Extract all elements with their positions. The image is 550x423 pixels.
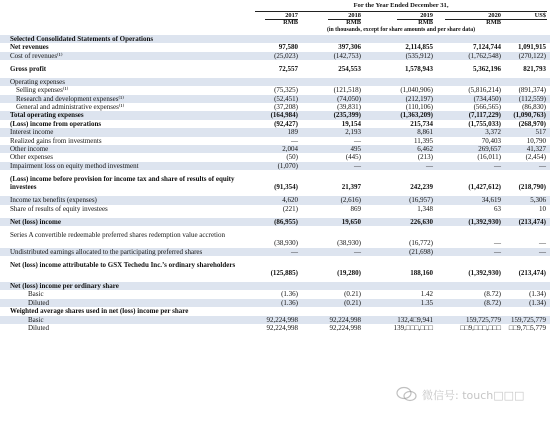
- row-value: 1,091,915: [518, 43, 546, 52]
- row-value: 10: [539, 204, 546, 213]
- row-value: (37,208): [274, 103, 298, 111]
- row-label: Series A convertible redeemable preferred shares redemption value accretion: [10, 230, 225, 239]
- statement-row: [0, 205, 550, 213]
- row-value: 11,395: [414, 136, 433, 145]
- statement-row: [0, 145, 550, 153]
- header-underline: [445, 19, 547, 20]
- row-value: (1,392,930): [468, 217, 501, 226]
- year-label: 2019: [420, 12, 433, 19]
- row-value: (8.72): [484, 290, 501, 299]
- row-label: Operating expenses: [10, 77, 66, 86]
- statement-row: [0, 111, 550, 119]
- row-value: (1,040,906): [400, 86, 433, 95]
- row-value: (7,117,229): [468, 111, 501, 120]
- row-value: (16,011): [477, 153, 501, 162]
- row-value: 7,124,744: [473, 43, 501, 52]
- statement-row: [0, 35, 550, 43]
- row-value: 1.35: [420, 298, 433, 307]
- row-value: 139,□□□,□□□: [393, 324, 433, 332]
- statement-row: [0, 324, 550, 332]
- row-value: (535,912): [405, 51, 433, 60]
- row-label: Basic: [28, 290, 44, 299]
- row-value: 63: [494, 204, 501, 213]
- row-value: (1.36): [281, 298, 298, 307]
- statement-row: [0, 196, 550, 204]
- row-value: 226,630: [410, 217, 433, 226]
- row-value: (1,363,209): [400, 111, 433, 120]
- row-value: 10,790: [526, 136, 546, 145]
- row-label: Interest income: [10, 128, 54, 137]
- row-value: 19,154: [341, 119, 361, 128]
- row-value: 5,362,196: [473, 64, 501, 73]
- period-header: For the Year Ended December 31,: [353, 2, 449, 9]
- row-value: (92,427): [274, 119, 298, 128]
- row-label: Selling expenses⁽¹⁾: [16, 86, 69, 95]
- row-value: (50): [286, 153, 298, 162]
- row-value: (1,755,033): [468, 119, 501, 128]
- watermark: [396, 386, 546, 402]
- row-value: 269,657: [478, 145, 501, 153]
- currency-label: RMB: [418, 19, 433, 26]
- statement-row: [0, 307, 550, 315]
- row-value: 34,619: [481, 196, 501, 205]
- row-label: Undistributed earnings allocated to the participating preferred shares: [10, 247, 203, 256]
- row-value: (142,753): [333, 51, 361, 60]
- row-value: (110,106): [405, 103, 433, 111]
- row-value: 2,114,855: [405, 43, 433, 52]
- row-value: (213): [417, 153, 433, 162]
- row-label: Realized gains from investments: [10, 136, 102, 145]
- statement-row: [0, 43, 550, 51]
- row-label: Gross profit: [10, 64, 47, 73]
- row-value: (212,197): [405, 94, 433, 103]
- statement-row: [0, 95, 550, 103]
- row-value: (0.21): [344, 298, 361, 307]
- row-value: (75,325): [274, 86, 298, 95]
- row-label: (Loss) income before provision for income tax and share of results of equity investees: [10, 174, 235, 191]
- statement-row: [0, 261, 550, 278]
- row-value: —: [354, 161, 361, 170]
- row-value: 72,557: [278, 64, 298, 73]
- row-value: 4,620: [282, 196, 298, 205]
- row-value: (8.72): [484, 298, 501, 307]
- row-value: 8,861: [417, 128, 433, 137]
- row-value: 21,397: [341, 183, 361, 192]
- row-value: (1.34): [529, 290, 546, 299]
- row-value: (1,427,612): [468, 183, 501, 192]
- watermark-text: 微信号: touch□□□: [422, 389, 525, 402]
- row-value: (125,885): [270, 268, 298, 277]
- row-value: (38,930): [337, 239, 361, 248]
- statement-row: [0, 128, 550, 136]
- row-value: (21,698): [409, 247, 433, 256]
- row-value: (16,957): [409, 196, 433, 205]
- row-value: —: [539, 247, 546, 256]
- row-value: 254,553: [338, 64, 361, 73]
- statement-row: [0, 316, 550, 324]
- row-value: —: [494, 247, 501, 256]
- statement-row: [0, 103, 550, 111]
- row-value: 1.42: [420, 290, 433, 299]
- row-value: (734,450): [473, 94, 501, 103]
- row-label: Cost of revenues⁽¹⁾: [10, 51, 63, 60]
- header-underline: [265, 19, 298, 20]
- row-value: (2,454): [525, 153, 546, 162]
- year-label: 2017: [285, 12, 298, 19]
- row-value: 517: [535, 128, 546, 137]
- statement-row: [0, 299, 550, 307]
- header-underline: [328, 19, 361, 20]
- row-value: (39,831): [337, 103, 361, 111]
- row-value: 92,224,998: [329, 315, 361, 324]
- row-value: (16,772): [409, 239, 433, 248]
- currency-label: US$: [534, 12, 546, 19]
- row-value: (235,399): [333, 111, 361, 120]
- row-value: □□9,7□5,779: [508, 324, 546, 332]
- row-label: Other expenses: [10, 153, 53, 162]
- header-underline: [397, 19, 433, 20]
- row-value: 92,224,998: [266, 324, 298, 332]
- statement-row: [0, 175, 550, 192]
- row-value: 1,578,943: [405, 64, 433, 73]
- row-value: (1.34): [529, 298, 546, 307]
- row-label: Net revenues: [10, 43, 49, 52]
- statement-row: [0, 86, 550, 94]
- row-value: (566,565): [473, 103, 501, 111]
- row-label: Net (loss) income: [10, 217, 61, 226]
- row-value: (25,023): [274, 51, 298, 60]
- row-value: (74,050): [337, 94, 361, 103]
- row-value: 70,403: [481, 136, 501, 145]
- row-value: (2,616): [340, 196, 361, 205]
- row-value: (112,559): [518, 94, 546, 103]
- row-label: Weighted average shares used in net (loss) income per share: [10, 307, 189, 316]
- row-value: 397,306: [338, 43, 361, 52]
- row-label: Selected Consolidated Statements of Operations: [10, 35, 154, 43]
- row-value: 6,462: [417, 145, 433, 153]
- row-value: (1,392,930): [468, 268, 501, 277]
- row-value: (86,955): [274, 217, 298, 226]
- row-value: 159,725,779: [511, 315, 546, 324]
- row-value: (270,122): [518, 51, 546, 60]
- row-value: 92,224,998: [329, 324, 361, 332]
- statement-row: [0, 282, 550, 290]
- currency-label: RMB: [283, 19, 298, 26]
- unit-note: (in thousands, except for share amounts and per share data): [326, 27, 476, 33]
- row-value: 188,160: [410, 268, 433, 277]
- row-label: Basic: [28, 315, 44, 324]
- row-value: —: [291, 247, 298, 256]
- row-value: (0.21): [344, 290, 361, 299]
- row-value: (1,070): [277, 161, 298, 170]
- year-label: 2020: [488, 12, 501, 19]
- row-value: (52,451): [274, 94, 298, 103]
- row-label: General and administrative expenses⁽¹⁾: [16, 103, 125, 111]
- row-value: 189: [287, 128, 298, 137]
- statement-row: [0, 65, 550, 73]
- row-label: Diluted: [28, 298, 49, 307]
- statement-row: [0, 120, 550, 128]
- row-label: (Loss) income from operations: [10, 119, 102, 128]
- statement-row: [0, 248, 550, 256]
- row-label: Net (loss) income attributable to GSX Techedu Inc.’s ordinary shareholders: [10, 260, 236, 269]
- row-value: —: [494, 161, 501, 170]
- row-label: Share of results of equity investees: [10, 204, 108, 213]
- row-label: Diluted: [28, 324, 49, 332]
- row-value: (86,830): [522, 103, 546, 111]
- row-value: (38,930): [274, 239, 298, 248]
- row-value: 19,650: [341, 217, 361, 226]
- row-value: 97,580: [278, 43, 298, 52]
- row-value: 869: [350, 204, 361, 213]
- row-value: 41,327: [526, 145, 546, 153]
- row-value: (19,280): [337, 268, 361, 277]
- row-label: Net (loss) income per ordinary share: [10, 282, 119, 290]
- row-value: □□9,□□□,□□□: [460, 324, 501, 332]
- row-value: (218,790): [518, 183, 546, 192]
- row-value: 821,793: [523, 64, 546, 73]
- year-label: 2018: [348, 12, 361, 19]
- row-value: 5,306: [530, 196, 546, 205]
- row-value: (164,984): [270, 111, 298, 120]
- row-label: Impairment loss on equity method investment: [10, 161, 139, 170]
- statement-row: [0, 78, 550, 86]
- row-value: —: [539, 239, 546, 248]
- row-value: (268,970): [518, 119, 546, 128]
- row-value: (1,762,548): [468, 51, 501, 60]
- row-value: 2,004: [282, 145, 298, 153]
- row-value: 2,193: [345, 128, 361, 137]
- row-value: (1.36): [281, 290, 298, 299]
- statement-row: [0, 153, 550, 161]
- row-value: 215,734: [410, 119, 433, 128]
- row-value: (1,090,763): [513, 111, 546, 120]
- row-label: Income tax benefits (expenses): [10, 196, 97, 205]
- statement-row: [0, 137, 550, 145]
- row-label: Other income: [10, 145, 49, 153]
- row-value: —: [354, 136, 361, 145]
- col-header-2020-usd: [506, 12, 546, 19]
- row-value: —: [426, 161, 433, 170]
- row-value: 159,725,779: [466, 315, 501, 324]
- row-value: 1,348: [417, 204, 433, 213]
- row-value: 3,372: [485, 128, 501, 137]
- row-value: (891,374): [518, 86, 546, 95]
- row-value: —: [494, 239, 501, 248]
- row-label: Total operating expenses: [10, 111, 84, 120]
- statement-row: [0, 52, 550, 60]
- row-value: —: [291, 136, 298, 145]
- row-value: —: [354, 247, 361, 256]
- row-value: (213,474): [518, 268, 546, 277]
- statement-row: [0, 162, 550, 170]
- row-value: (213,474): [518, 217, 546, 226]
- row-value: 132,4□9,941: [397, 315, 433, 324]
- currency-label: RMB: [346, 19, 361, 26]
- row-value: (5,816,214): [468, 86, 501, 95]
- row-value: —: [539, 161, 546, 170]
- statement-row: [0, 290, 550, 298]
- wechat-icon: [396, 386, 418, 402]
- row-value: (445): [345, 153, 361, 162]
- row-value: (121,518): [333, 86, 361, 95]
- row-value: (221): [282, 204, 298, 213]
- statement-row: [0, 231, 550, 248]
- row-value: 495: [350, 145, 361, 153]
- row-value: 92,224,998: [266, 315, 298, 324]
- currency-label: RMB: [486, 19, 501, 26]
- row-value: (91,354): [274, 183, 298, 192]
- statement-row: [0, 218, 550, 226]
- row-value: 242,239: [410, 183, 433, 192]
- row-label: Research and development expenses⁽¹⁾: [16, 94, 124, 103]
